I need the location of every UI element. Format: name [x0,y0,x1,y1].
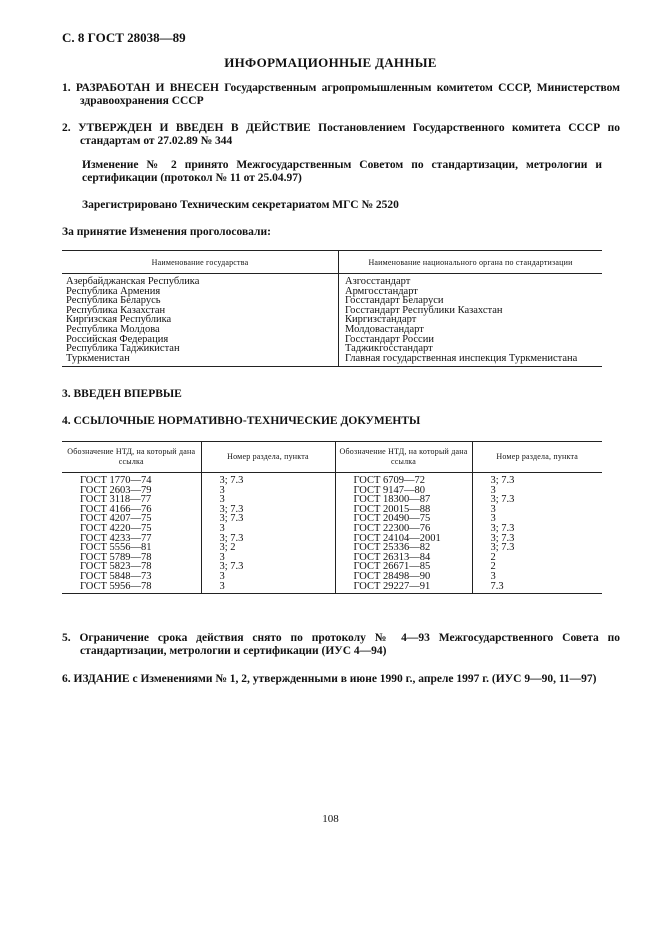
section-cell: 3 [201,495,335,505]
ntd-cell: ГОСТ 9147—80 [335,486,472,496]
section-cell: 3 [490,503,496,515]
section-cell: 3 [201,572,335,582]
section-cell: 3 [490,570,496,582]
standards-body-cell: Госстандарт Беларуси [345,295,444,307]
standards-body-cell: Армгосстандарт [345,285,418,297]
references-table-row [62,473,602,486]
col-header-section-right: Номер раздела, пункта [472,442,602,473]
standards-body-cell: Таджикгосстандарт [345,343,433,355]
ntd-cell: ГОСТ 4166—76 [62,505,201,515]
state-name-cell: Республика Таджикистан [62,344,339,354]
section-cell: 3; 7.3 [201,562,335,572]
standards-body-cell: Госстандарт Республики Казахстан [345,304,503,316]
voting-table [62,250,602,367]
page-number: 108 [322,813,339,825]
voted-label: За принятие Изменения проголосовали: [62,226,271,238]
section-cell: 3 [201,486,335,496]
section-cell: 3; 7.3 [490,475,515,486]
references-table-header [62,442,602,473]
ntd-cell: ГОСТ 28498—90 [335,572,472,582]
page-title: ИНФОРМАЦИОННЫЕ ДАННЫЕ [224,55,437,70]
ntd-cell: ГОСТ 4233—77 [62,534,201,544]
standards-body-cell: Киргизстандарт [345,314,417,326]
ntd-cell: ГОСТ 25336—82 [335,543,472,553]
ntd-cell: ГОСТ 18300—87 [335,495,472,505]
state-name-cell: Туркменистан [62,354,339,367]
standards-body-cell: Азгосстандарт [345,276,411,287]
ntd-cell: ГОСТ 5823—78 [62,562,201,572]
voting-table-row [62,274,602,287]
voting-table-header [62,251,602,274]
section-cell: 3; 7.3 [201,514,335,524]
col-header-ntd-right: Обозначение НТД, на который дана ссылка [335,442,472,473]
section-cell: 3; 7.3 [490,494,515,506]
state-name-cell: Республика Казахстан [62,306,339,316]
ntd-cell: ГОСТ 3118—77 [62,495,201,505]
state-name-cell: Республика Армения [62,287,339,297]
section-cell: 7.3 [490,580,504,592]
ntd-cell: ГОСТ 2603—79 [62,486,201,496]
section-6: 6. ИЗДАНИЕ с Изменениями № 1, 2, утвержденными в июне 1990 г., апреле 1997 г. (ИУС 9—90, 11—97) [62,673,597,685]
state-name-cell: Республика Молдова [62,325,339,335]
registration-note: Зарегистрировано Техническим секретариатом МГС № 2520 [82,199,399,211]
ntd-cell: ГОСТ 29227—91 [335,582,472,594]
standards-body-cell: Главная государственная инспекция Туркменистана [345,352,578,364]
section-cell: 3; 7.3 [201,534,335,544]
references-table [62,441,602,594]
ntd-cell: ГОСТ 24104—2001 [335,534,472,544]
ntd-cell: ГОСТ 5556—81 [62,543,201,553]
section-2: 2. УТВЕРЖДЕН И ВВЕДЕН В ДЕЙСТВИЕ Постановлением Государственного комитета СССР по стандартам от 27.02.89 № 344 [62,122,620,147]
voting-table-row [62,354,602,367]
section-3: 3. ВВЕДЕН ВПЕРВЫЕ [62,388,182,400]
ntd-cell: ГОСТ 5789—78 [62,553,201,563]
col-header-state: Наименование государства [62,251,339,274]
section-cell: 3; 7.3 [490,542,515,554]
col-header-section-left: Номер раздела, пункта [201,442,335,473]
state-name-cell: Республика Беларусь [62,296,339,306]
section-cell: 2 [490,551,496,563]
section-cell: 3; 7.3 [490,532,515,544]
section-4: 4. ССЫЛОЧНЫЕ НОРМАТИВНО-ТЕХНИЧЕСКИЕ ДОКУМЕНТЫ [62,415,421,427]
ntd-cell: ГОСТ 26671—85 [335,562,472,572]
col-header-ntd-left: Обозначение НТД, на который дана ссылка [62,442,201,473]
references-table-row [62,582,602,594]
section-cell: 3; 7.3 [201,473,335,486]
ntd-cell: ГОСТ 6709—72 [335,473,472,486]
ntd-cell: ГОСТ 4220—75 [62,524,201,534]
section-cell: 3; 2 [201,543,335,553]
state-name-cell: Азербайджанская Республика [62,274,339,287]
standards-body-cell: Госстандарт России [345,333,434,345]
section-cell: 3 [201,553,335,563]
ntd-cell: ГОСТ 4207—75 [62,514,201,524]
change-note: Изменение № 2 принято Межгосударственным Советом по стандартизации, метрологии и сертификации (протокол № 11 от 25.04.97) [82,159,602,184]
section-cell: 3; 7.3 [201,505,335,515]
page-header: С. 8 ГОСТ 28038—89 [62,30,186,45]
ntd-cell: ГОСТ 22300—76 [335,524,472,534]
ntd-cell: ГОСТ 26313—84 [335,553,472,563]
ntd-cell: ГОСТ 1770—74 [62,473,201,486]
col-header-body: Наименование национального органа по стандартизации [339,251,603,274]
section-1: 1. РАЗРАБОТАН И ВНЕСЕН Государственным агропромышленным комитетом СССР, Министерством здравоохранения СССР [62,82,620,107]
ntd-cell: ГОСТ 5848—73 [62,572,201,582]
section-cell: 3 [490,513,496,525]
section-5: 5. Ограничение срока действия снято по протоколу № 4—93 Межгосударственного Совета по стандартизации, метрологии и сертификации (ИУС 4—94) [62,632,620,657]
ntd-cell: ГОСТ 5956—78 [62,582,201,594]
ntd-cell: ГОСТ 20015—88 [335,505,472,515]
section-cell: 3 [490,484,496,496]
ntd-cell: ГОСТ 20490—75 [335,514,472,524]
standards-body-cell: Молдовастандарт [345,323,424,335]
state-name-cell: Российская Федерация [62,335,339,345]
section-cell: 3 [201,582,335,594]
section-cell: 2 [490,561,496,573]
state-name-cell: Киргизская Республика [62,315,339,325]
section-cell: 3; 7.3 [490,522,515,534]
section-cell: 3 [201,524,335,534]
